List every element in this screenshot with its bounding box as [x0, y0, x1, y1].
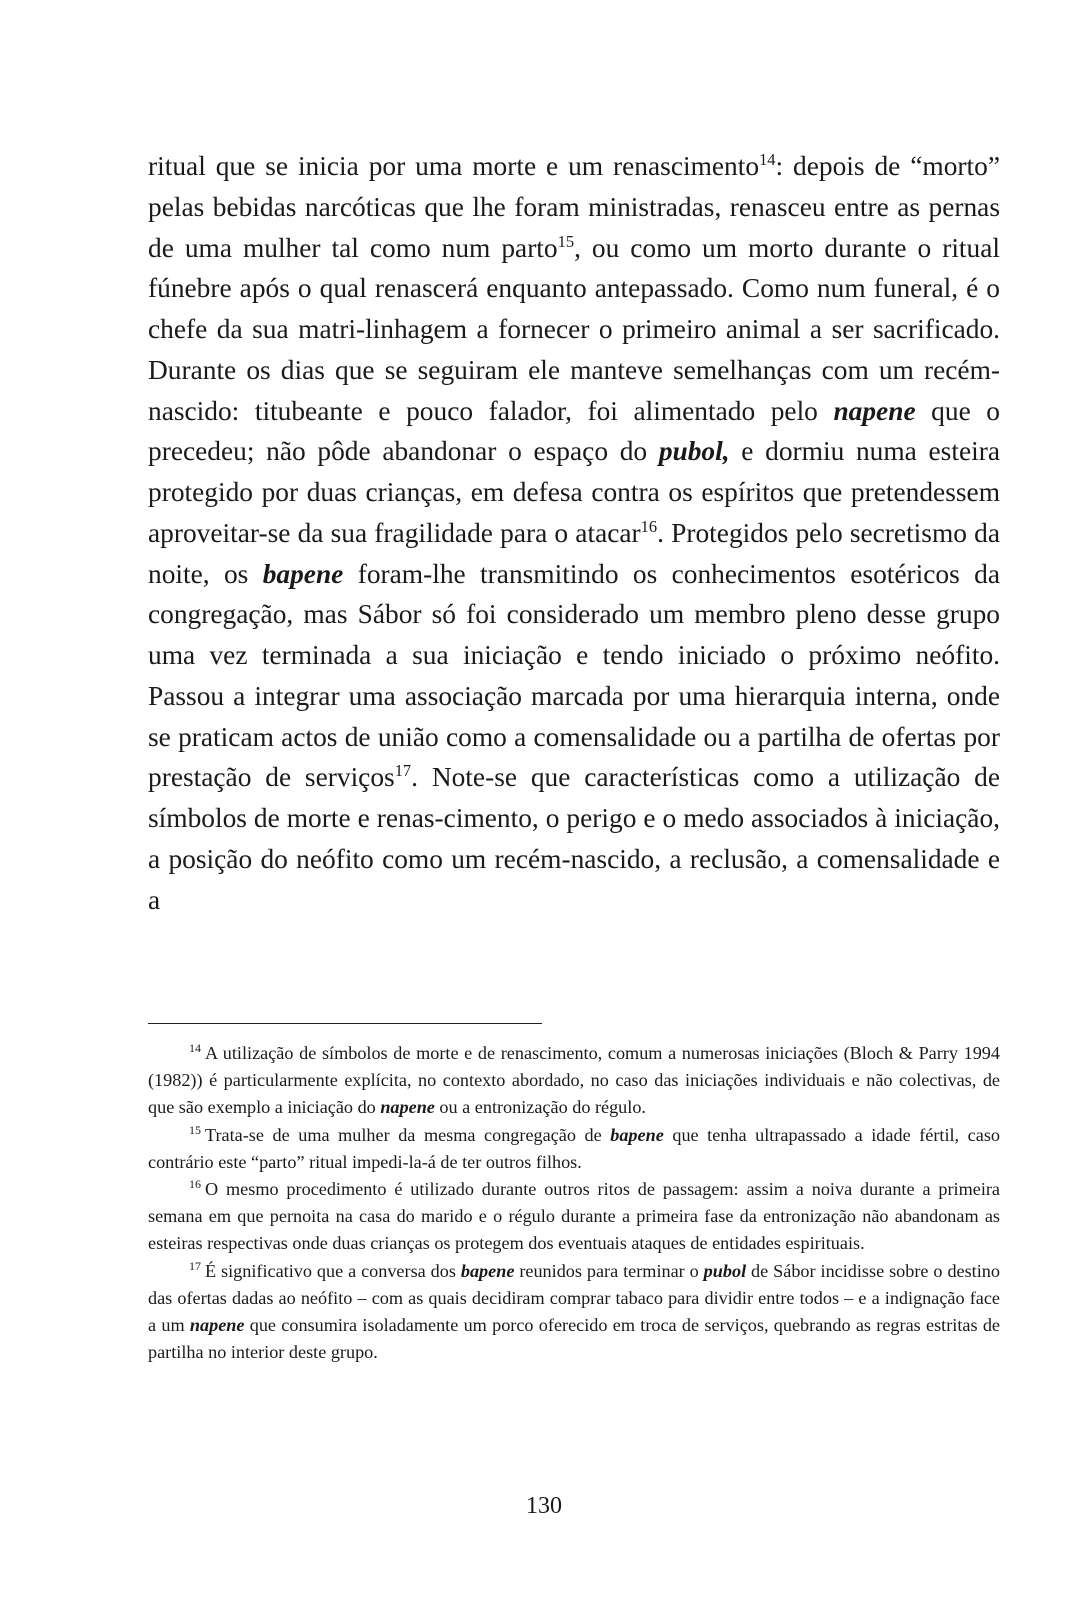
footnote-15	[148, 1122, 1000, 1176]
term-napene: napene	[833, 395, 916, 426]
term-bapene: bapene	[262, 558, 344, 589]
footnote-text: que consumira isoladamente um porco oferecido em troca de serviços, quebrando as regras estritas de partilha no interior deste grupo.	[148, 1315, 1000, 1363]
footnote-text: O mesmo procedimento é utilizado durante outros ritos de passagem: assim a noiva durante a primeira semana em que pernoita na casa do marido e o régulo durante a primeira fase da entronização não abandonam as esteiras respectivas onde duas crianças os protegem dos eventuais ataques de entidades espirituais.	[148, 1179, 1000, 1254]
page-number: 130	[526, 1493, 562, 1519]
footnotes-section	[148, 1040, 1000, 1366]
footnote-term: napene	[189, 1315, 245, 1336]
text-span: . Note-se que características como a utilização de símbolos de morte e renas-cimento, o perigo e o medo associados à iniciação, a posição do neófito como um recém-nascido, a reclusão, a comensalidade e a	[148, 762, 1001, 915]
footnote-divider	[148, 1023, 542, 1024]
footnote-term: napene	[380, 1097, 435, 1118]
footnote-text: A utilização de símbolos de morte e de renascimento, comum a numerosas iniciações (Bloch & Parry 1994 (1982)) é particularmente explícita, no contexto abordado, no caso das iniciações individuais e não colectivas, de que são exemplo a iniciação do	[148, 1043, 1000, 1118]
text-span: . Protegidos pelo secretismo da noite, os	[148, 517, 1000, 589]
main-paragraph	[148, 146, 1000, 920]
footnote-ref-17[interactable]: 17	[394, 761, 412, 781]
footnote-text: de Sábor incidisse sobre o destino das ofertas dadas ao neófito – com as quais decidiram comprar tabaco para dividir entre todos – e a indignação face a um	[148, 1260, 1000, 1336]
text-span: : depois de “morto” pelas bebidas narcóticas que lhe foram ministradas, renasceu entre as pernas de uma mulher tal como num parto	[148, 151, 1000, 263]
footnote-text: reunidos para terminar o	[514, 1260, 704, 1281]
footnote-17	[148, 1258, 1000, 1367]
footnote-ref-15[interactable]: 15	[557, 231, 575, 251]
footnote-term: bapene	[610, 1124, 664, 1145]
footnote-term: pubol	[703, 1260, 747, 1281]
footnote-number: 15	[189, 1122, 201, 1137]
footnote-term: bapene	[460, 1260, 515, 1281]
text-span: foram-lhe transmitindo os conhecimentos esotéricos da congregação, mas Sábor só foi considerado um membro pleno desse grupo uma vez terminada a sua iniciação e tendo iniciado o próximo neófito. Passou a integrar uma associação marcada por uma hierarquia interna, onde se praticam actos de união como a comensalidade ou a partilha de ofertas por prestação de serviços	[148, 558, 1000, 793]
footnote-number: 17	[189, 1258, 201, 1273]
footnote-text: que tenha ultrapassado a idade fértil, caso contrário este “parto” ritual impedi-la-á de ter outros filhos.	[148, 1124, 1000, 1172]
footnote-text: Trata-se de uma mulher da mesma congregação de	[205, 1124, 611, 1145]
footnote-14	[148, 1040, 1000, 1122]
footnote-number: 16	[189, 1176, 201, 1191]
footnote-ref-16[interactable]: 16	[640, 516, 658, 536]
text-span: que o precedeu; não pôde abandonar o espaço do	[148, 395, 1000, 467]
footnote-number: 14	[189, 1040, 201, 1055]
text-span: e dormiu numa esteira protegido por duas crianças, em defesa contra os espíritos que pretendessem aproveitar-se da sua fragilidade para o atacar	[148, 436, 1000, 548]
text-span: , ou como um morto durante o ritual fúnebre após o qual renascerá enquanto antepassado. Como num funeral, é o chefe da sua matri-linhagem a fornecer o primeiro animal a ser sacrificado. Durante os dias que se seguiram ele manteve semelhanças com um recém-nascido: titubeante e pouco falador, foi alimentado pelo	[148, 232, 1000, 426]
term-pubol: pubol,	[658, 436, 730, 467]
footnote-ref-14[interactable]: 14	[759, 149, 776, 169]
text-span: ritual que se inicia por uma morte e um renascimento	[148, 151, 760, 181]
footnote-text: ou a entronização do régulo.	[434, 1097, 646, 1118]
main-text	[148, 146, 1000, 920]
footnote-16	[148, 1176, 1000, 1258]
footnote-text: É significativo que a conversa dos	[205, 1260, 461, 1281]
